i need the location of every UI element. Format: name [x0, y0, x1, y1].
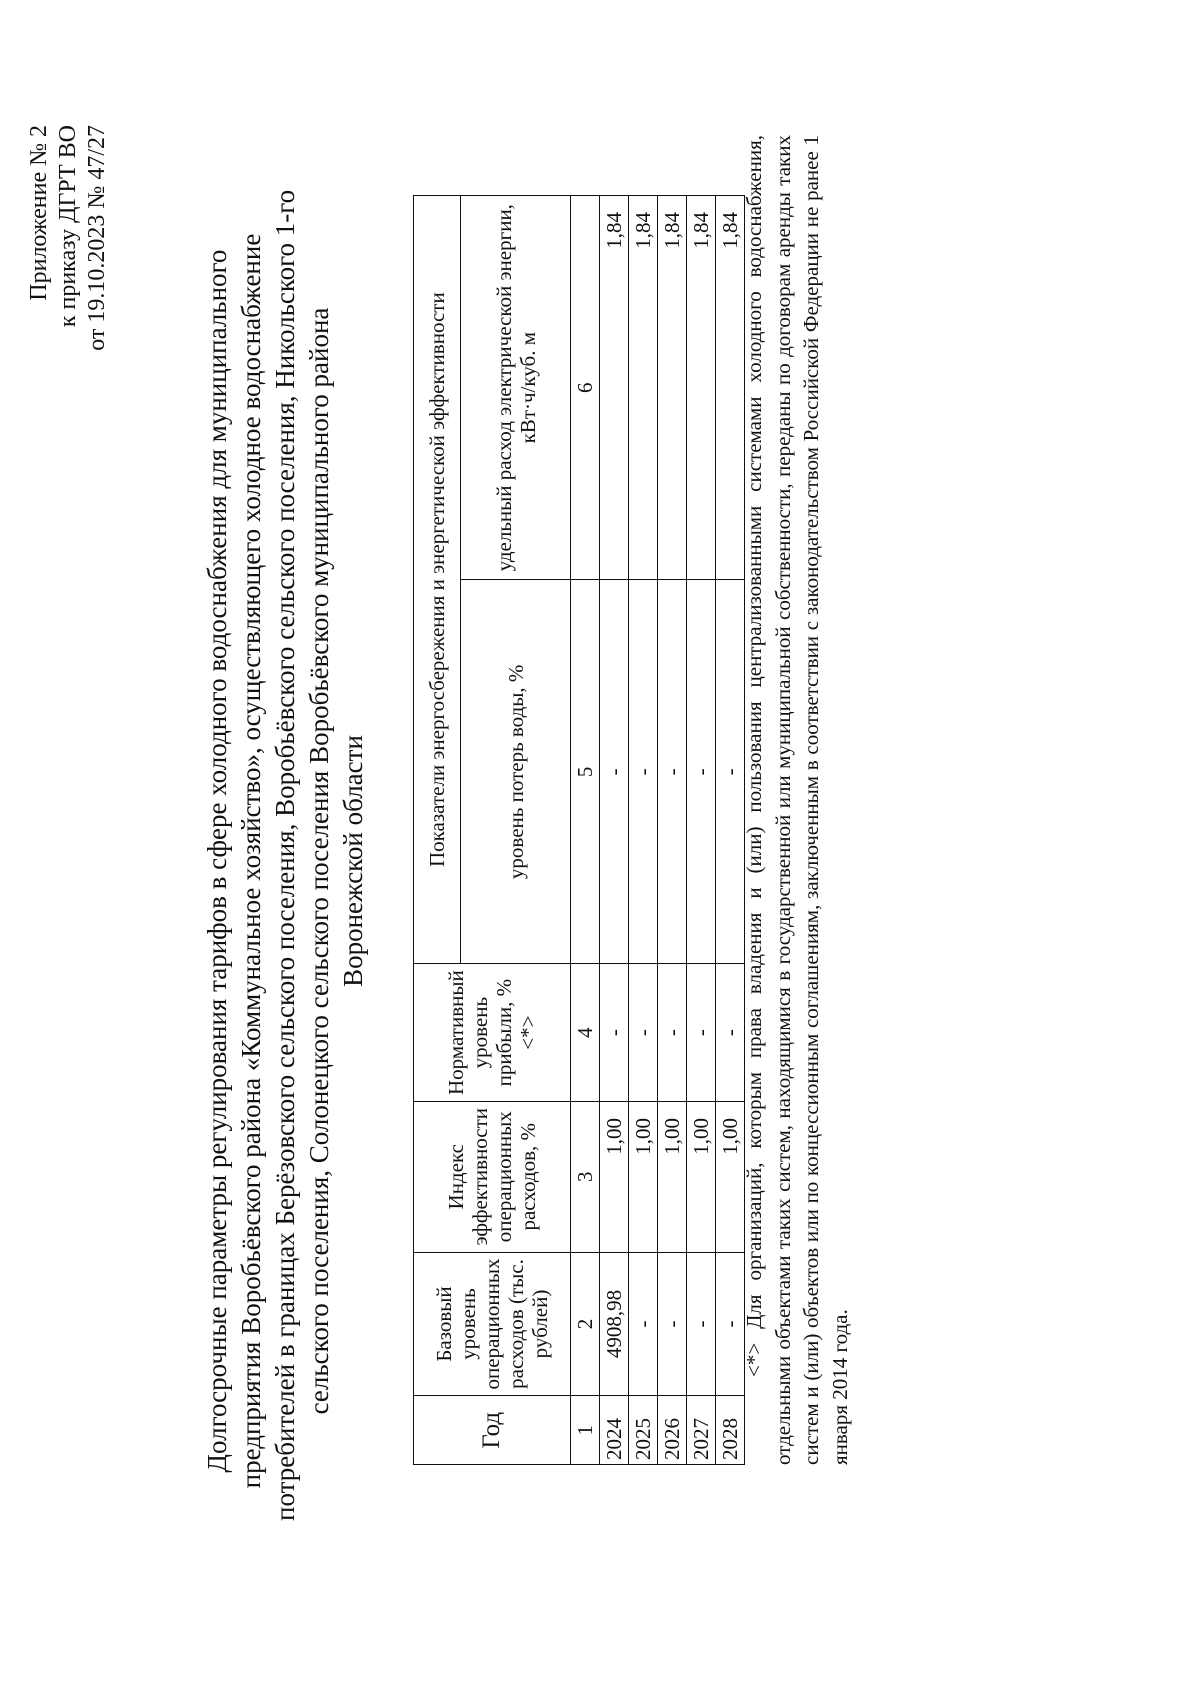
header-profit-level: Нормативный уровень прибыли, % <*>: [414, 964, 571, 1102]
tariff-parameters-table: [413, 195, 745, 1465]
title-line: потребителей в границах Берёзовского сельского поселения, Воробьёвского сельского поселения, Никольского 1-го: [270, 189, 300, 1521]
table-row: [658, 196, 687, 1465]
appendix-number: Приложение № 2: [26, 125, 52, 301]
header-electricity: удельный расход электрической энергии, кВт·ч/куб. м: [461, 196, 571, 580]
cell-efficiency-index: 1,00: [716, 1101, 745, 1252]
cell-water-loss: -: [716, 580, 745, 964]
column-number: 4: [571, 964, 600, 1102]
cell-electricity: 1,84: [716, 196, 745, 580]
cell-electricity: 1,84: [629, 196, 658, 580]
table-row: [687, 196, 716, 1465]
cell-base-level: -: [716, 1252, 745, 1396]
cell-base-level: -: [658, 1252, 687, 1396]
cell-water-loss: -: [687, 580, 716, 964]
title-line: Воронежской области: [338, 735, 368, 987]
cell-water-loss: -: [629, 580, 658, 964]
cell-electricity: 1,84: [687, 196, 716, 580]
cell-electricity: 1,84: [600, 196, 629, 580]
cell-profit-level: -: [658, 964, 687, 1102]
appendix-date: от 19.10.2023 № 47/27: [84, 125, 110, 351]
footnote-text: <*> Для организаций, которым права владения и (или) пользования централизованными системами холодного водоснабжения, отдельными объектами таких систем, находящимися в государственной или муниципальной собственности, переданы по договорам аренды таких систем и (или) объектов или по концессионным соглашениям, заключенным в соответствии с законодательством Российской Федерации не ранее 1 января 2014 года.: [742, 135, 852, 1465]
cell-profit-level: -: [716, 964, 745, 1102]
header-year: Год: [414, 1396, 571, 1465]
column-number: 6: [571, 196, 600, 580]
cell-year: 2025: [629, 1396, 658, 1465]
appendix-reference: [25, 125, 112, 351]
cell-water-loss: -: [658, 580, 687, 964]
title-line: Долгосрочные параметры регулирования тарифов в сфере холодного водоснабжения для муниципального: [202, 249, 232, 1473]
column-number: 3: [571, 1101, 600, 1252]
header-base-level: Базовый уровень операционных расходов (тыс. рублей): [414, 1252, 571, 1396]
cell-base-level: -: [687, 1252, 716, 1396]
cell-base-level: 4908,98: [600, 1252, 629, 1396]
cell-electricity: 1,84: [658, 196, 687, 580]
cell-efficiency-index: 1,00: [600, 1101, 629, 1252]
cell-year: 2028: [716, 1396, 745, 1465]
column-number: 2: [571, 1252, 600, 1396]
table-row: [600, 196, 629, 1465]
title-line: сельского поселения, Солонецкого сельского поселения Воробьёвского муниципального района: [304, 307, 334, 1415]
cell-year: 2027: [687, 1396, 716, 1465]
appendix-order: к приказу ДГРТ ВО: [55, 125, 81, 328]
header-efficiency-index: Индекс эффективности операционных расходов, %: [414, 1101, 571, 1252]
table-row: [629, 196, 658, 1465]
cell-profit-level: -: [600, 964, 629, 1102]
cell-efficiency-index: 1,00: [629, 1101, 658, 1252]
column-number: 1: [571, 1396, 600, 1465]
title-line: предприятия Воробьёвского района «Коммунальное хозяйство», осуществляющего холодное водоснабжение: [236, 233, 266, 1489]
cell-water-loss: -: [600, 580, 629, 964]
footnote: [740, 135, 854, 1465]
cell-efficiency-index: 1,00: [658, 1101, 687, 1252]
header-energy-group: Показатели энергосбережения и энергетической эффективности: [414, 196, 461, 964]
cell-year: 2026: [658, 1396, 687, 1465]
column-number: 5: [571, 580, 600, 964]
document-title: [200, 189, 370, 1521]
cell-profit-level: -: [687, 964, 716, 1102]
cell-base-level: -: [629, 1252, 658, 1396]
cell-efficiency-index: 1,00: [687, 1101, 716, 1252]
cell-profit-level: -: [629, 964, 658, 1102]
header-water-loss: уровень потерь воды, %: [461, 580, 571, 964]
cell-year: 2024: [600, 1396, 629, 1465]
